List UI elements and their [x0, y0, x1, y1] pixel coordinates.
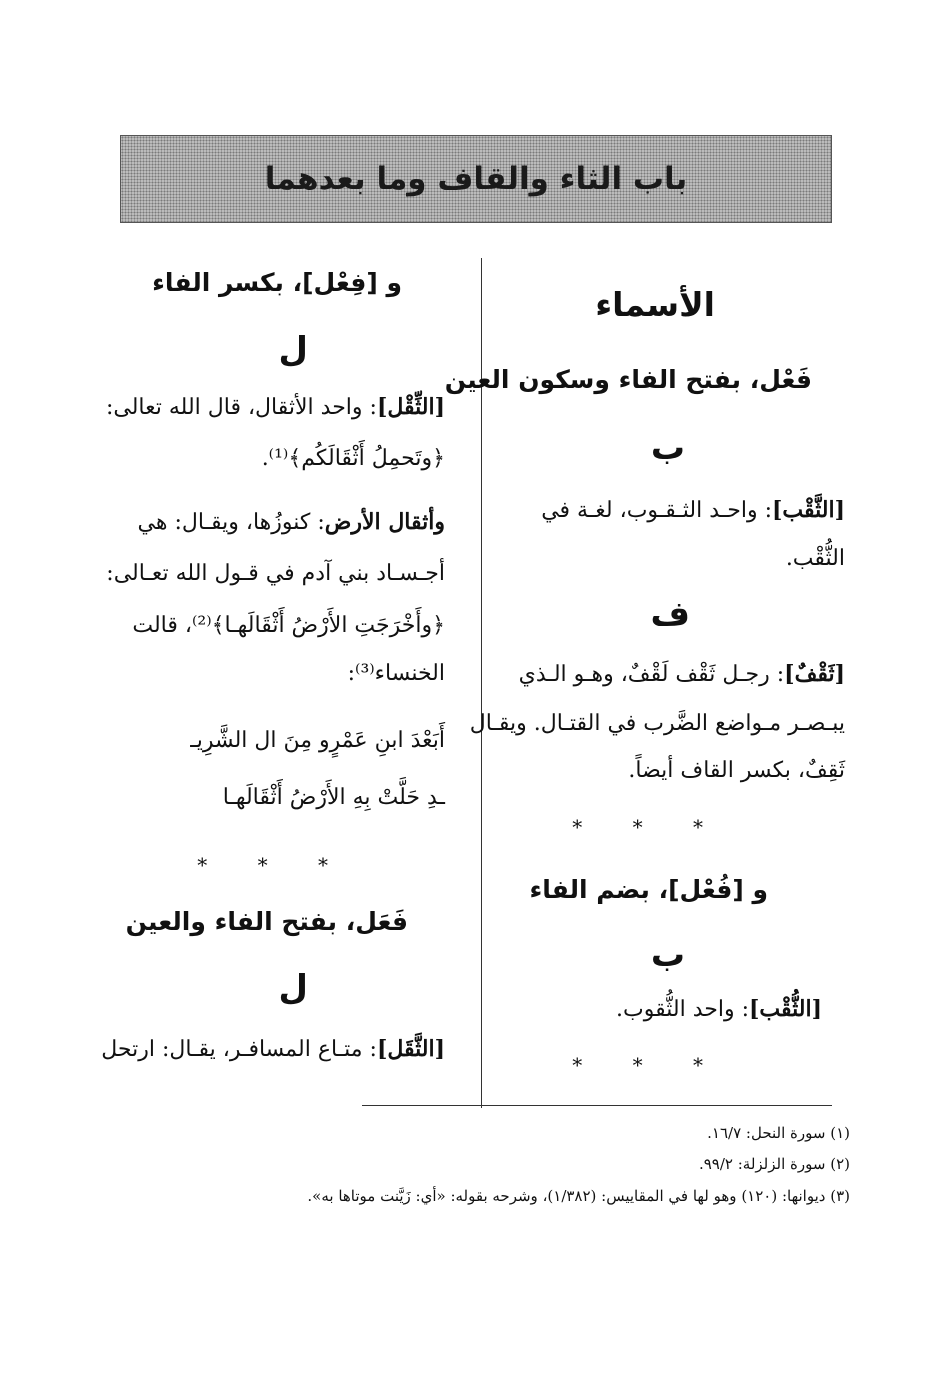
section-separator: * * * — [572, 815, 725, 839]
letter-heading-ba-2: ب — [650, 935, 685, 975]
section-heading-faal: فَعْل، بفتح الفاء وسكون العين — [444, 365, 812, 394]
letter-heading-ba: ب — [650, 428, 685, 468]
entry-thiql-line1: [الثِّقْل]: واحد الأثقال، قال الله تعالى: — [105, 394, 445, 420]
entry-thaqf-line2: يبـصـر مـواضع الضَّرب في القتـال. ويقـال — [469, 711, 845, 736]
footnote-2: (٢) سورة الزلزلة: ٩٩/٢. — [698, 1155, 850, 1173]
entry-term: [الثِّقْل] — [376, 394, 445, 420]
entry-term: [الثُّقْب] — [748, 996, 822, 1022]
letter-heading-lam-2: ل — [278, 968, 308, 1008]
footnote-3: (٣) ديوانها: (١٢٠) وهو لها في المقاييس: (١/٣٨٢)، وشرحه بقوله: «أي: زَيَّنت موتاها به». — [307, 1187, 850, 1205]
letter-heading-lam: ل — [278, 330, 308, 370]
entry-thaqf-line1: [ثَقْفٌ]: رجـل ثَقْف لَقْفٌ، وهـو الـذي — [518, 661, 845, 687]
entry-athqal-line2: أجـسـاد بني آدم في قـول الله تعـالى: — [106, 561, 445, 586]
letter-heading-fa: ف — [650, 594, 690, 634]
entry-thuqb: [الثُّقْب]: واحد الثُّقوب. — [616, 996, 822, 1022]
entry-term: [الثَّقَل] — [376, 1036, 445, 1062]
entry-athqal-line1: وأثقال الأرض: كنوزُها، ويقـال: هي — [137, 509, 445, 535]
chapter-banner — [120, 135, 832, 223]
section-heading-fuul: و [فُعْل]، بضم الفاء — [529, 875, 768, 904]
main-heading: الأسماء — [595, 285, 715, 324]
entry-thaqb-line1: [الثَّقْب]: واحـد الثـقـوب، لغـة في — [541, 497, 845, 523]
section-separator: * * * — [197, 853, 350, 877]
entry-term: [الثَّقْب] — [771, 497, 845, 523]
entry-thaqf-line3: ثَقِفٌ، بكسر القاف أيضاً. — [628, 758, 845, 783]
quran-quote-1: ﴿وتَحمِلُ أَثْقَالَكُم﴾⁽¹⁾. — [261, 446, 445, 471]
entry-athqal-line4: الخنساء⁽³⁾: — [347, 661, 445, 686]
chapter-title: باب الثاء والقاف وما بعدهما — [264, 161, 688, 197]
section-heading-fiil: و [فِعْل]، بكسر الفاء — [152, 268, 402, 297]
entry-thaqb-line2: الثُّقْب. — [785, 546, 845, 571]
footnote-separator — [362, 1105, 832, 1106]
section-separator: * * * — [572, 1053, 725, 1077]
entry-thaqal: [الثَّقَل]: متـاع المسافـر، يقـال: ارتحل — [101, 1036, 445, 1062]
poem-verse-2: ـدِ حَلَّتْ بِهِ الأَرْضُ أَثْقَالَهـا — [222, 785, 445, 810]
entry-term: [ثَقْفٌ] — [784, 661, 845, 687]
section-heading-faal-2: فَعَل، بفتح الفاء والعين — [125, 907, 408, 936]
quran-quote-2: ﴿وأَخْرَجَتِ الأَرْضُ أَثْقَالَهـا﴾⁽²⁾، قالت — [132, 613, 445, 638]
poem-verse-1: أَبَعْدَ ابنِ عَمْرٍو مِنَ ال الشَّرِيـ — [190, 728, 445, 753]
entry-term: وأثقال الأرض — [324, 509, 445, 535]
footnote-1: (١) سورة النحل: ١٦/٧. — [707, 1124, 850, 1142]
